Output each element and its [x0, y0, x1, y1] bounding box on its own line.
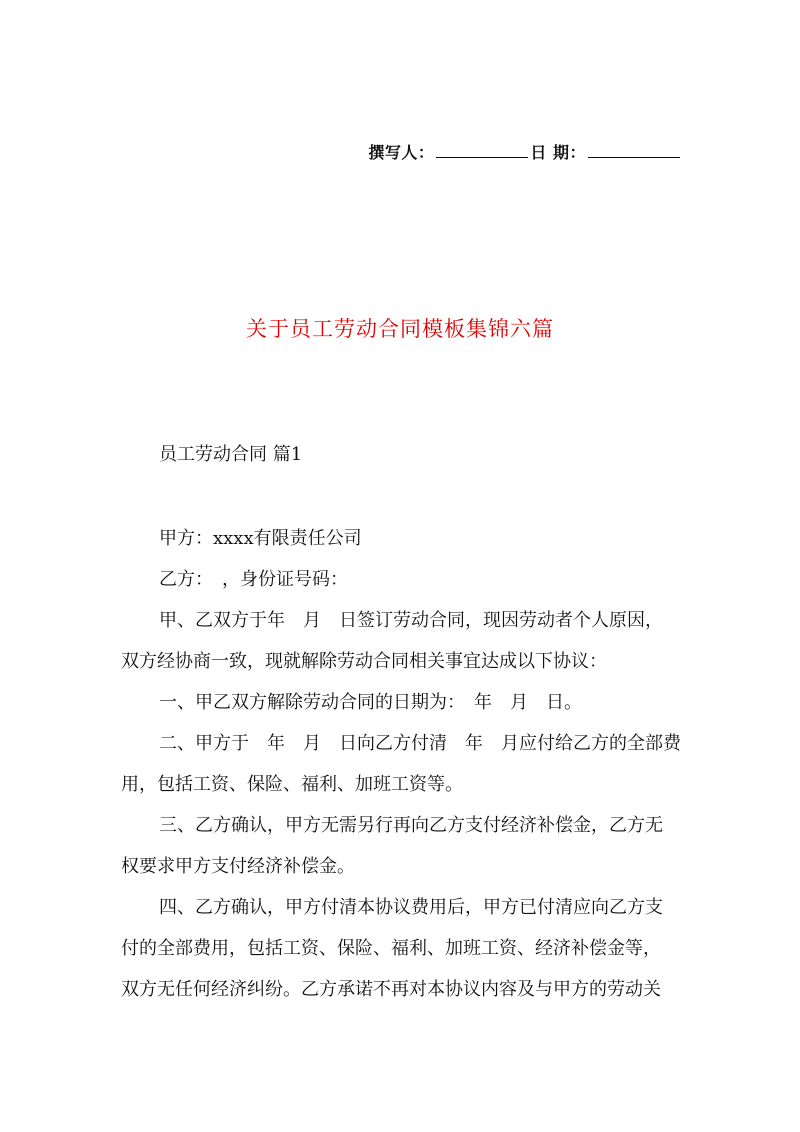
section-heading: 员工劳动合同 篇1	[159, 444, 303, 465]
body-line: 三、乙方确认，甲方无需另行再向乙方支付经济补偿金，乙方无	[159, 815, 663, 836]
author-date-line	[368, 140, 682, 163]
body-line: 双方经协商一致，现就解除劳动合同相关事宜达成以下协议：	[121, 651, 607, 672]
body-line: 乙方： ，身份证号码：	[159, 569, 348, 590]
body-line: 二、甲方于 年 月 日向乙方付清 年 月应付给乙方的全部费	[159, 733, 681, 754]
document-title: 关于员工劳动合同模板集锦六篇	[246, 317, 554, 341]
contract-body	[121, 518, 681, 1010]
author-blank[interactable]	[436, 143, 528, 158]
body-line: 甲、乙双方于年 月 日签订劳动合同，现因劳动者个人原因，	[159, 610, 663, 631]
author-label: 撰写人：	[368, 143, 435, 162]
body-line: 四、乙方确认，甲方付清本协议费用后，甲方已付清应向乙方支	[159, 897, 663, 918]
date-blank[interactable]	[588, 143, 680, 158]
body-line: 付的全部费用，包括工资、保险、福利、加班工资、经济补偿金等，	[121, 938, 661, 959]
body-line: 双方无任何经济纠纷。乙方承诺不再对本协议内容及与甲方的劳动关	[121, 979, 661, 1000]
body-line: 用，包括工资、保险、福利、加班工资等。	[121, 774, 463, 795]
body-line: 权要求甲方支付经济补偿金。	[121, 856, 355, 877]
body-line: 甲方：xxxx有限责任公司	[159, 528, 362, 549]
body-line: 一、甲乙双方解除劳动合同的日期为： 年 月 日。	[159, 692, 582, 713]
date-label: 日 期：	[530, 143, 586, 162]
